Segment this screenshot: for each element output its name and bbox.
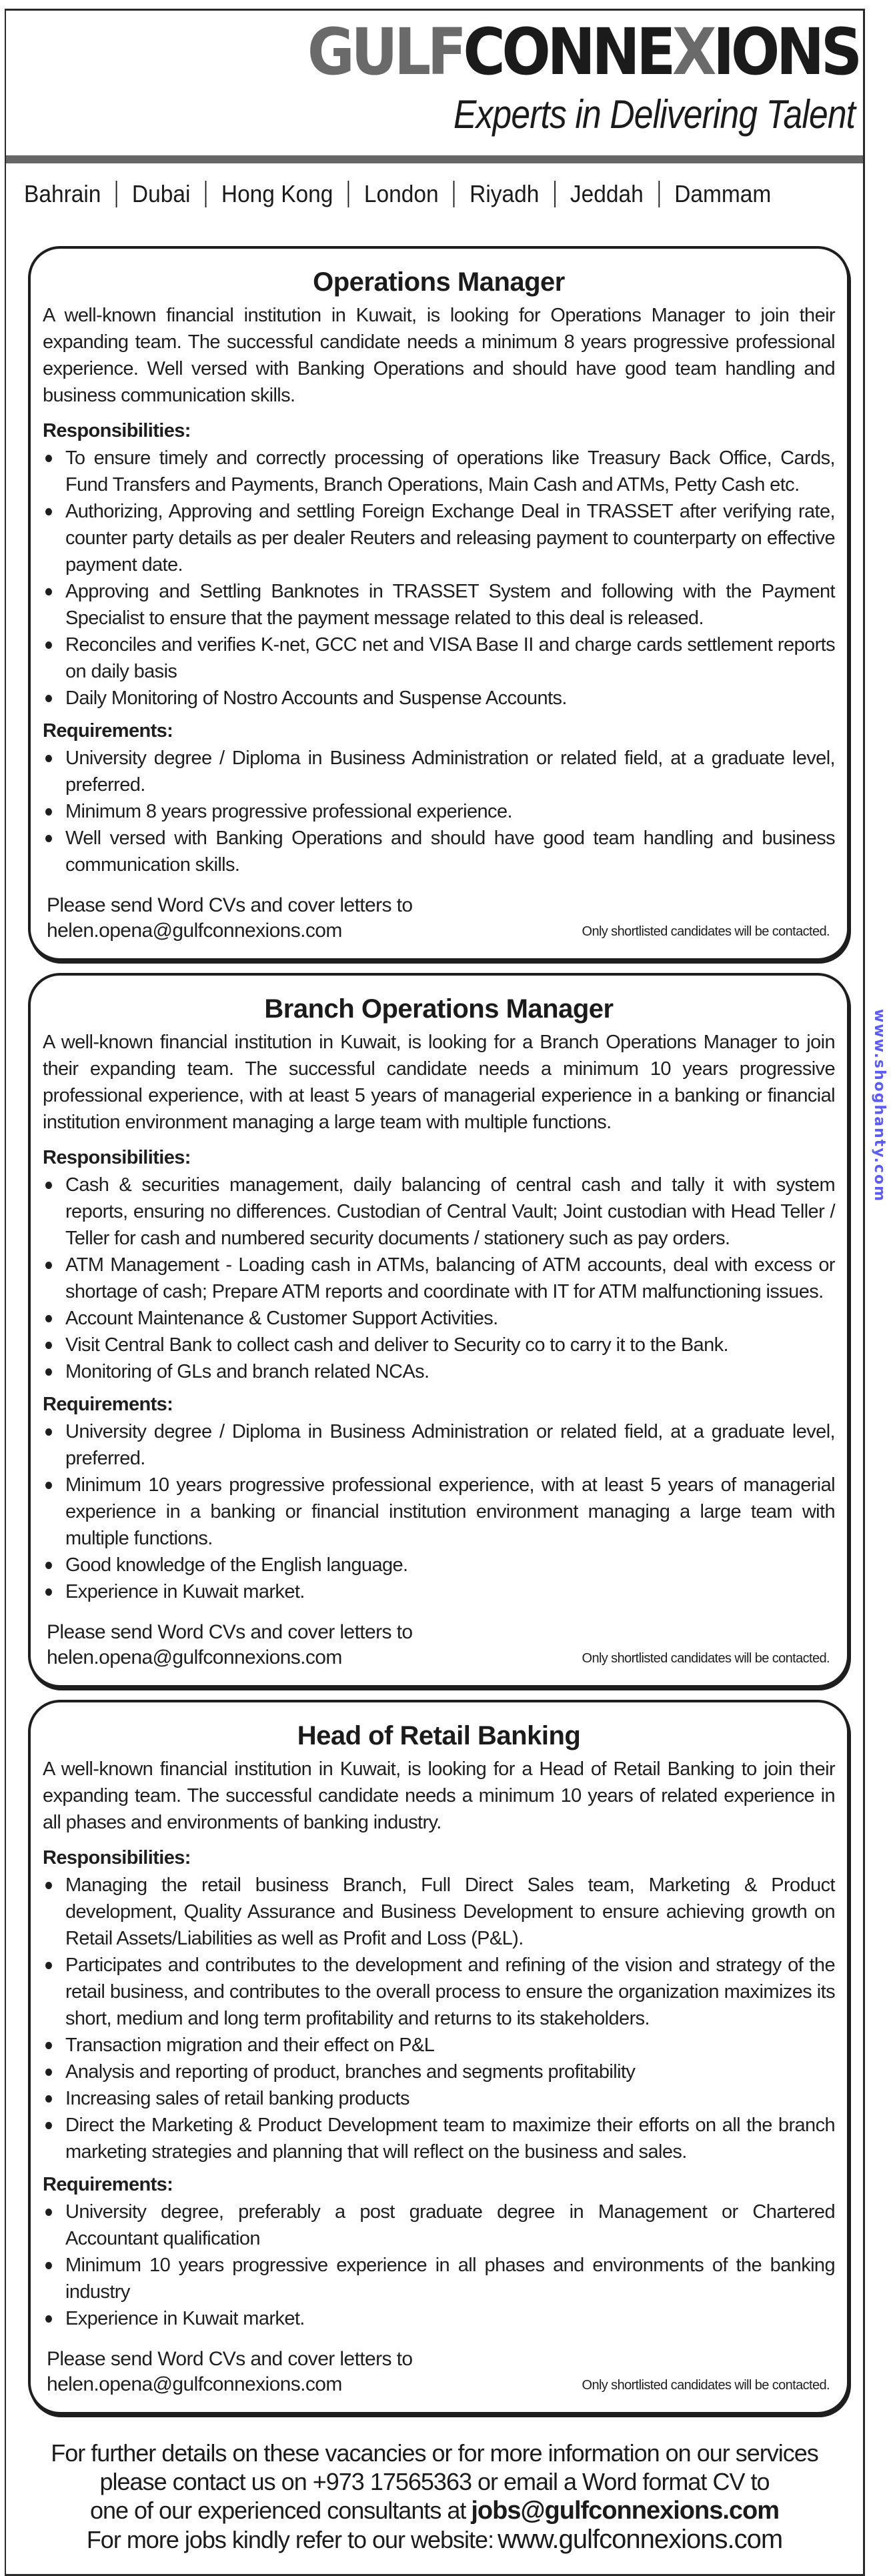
list-item: University degree / Diploma in Business Administration or related field, at a graduate level, preferred. xyxy=(43,745,835,798)
city-hong-kong: Hong Kong xyxy=(221,180,333,207)
logo-x: X xyxy=(672,15,714,89)
list-item: Visit Central Bank to collect cash and deliver to Security co to carry it to the Bank. xyxy=(43,1332,835,1358)
shortlist-note: Only shortlisted candidates will be contacted. xyxy=(582,1651,830,1666)
list-item: To ensure timely and correctly processing of operations like Treasury Back Office, Cards, Fund Transfers and Payments, Branch Operations, Main Cash and ATMs, Petty Cash etc. xyxy=(43,445,835,498)
apply-email-link[interactable]: helen.opena@gulfconnexions.com xyxy=(47,1646,342,1668)
job-title: Head of Retail Banking xyxy=(297,1721,581,1750)
city-separator xyxy=(658,181,660,207)
header xyxy=(6,11,863,155)
list-item: Participates and contributes to the development and refining of the vision and strategy of the retail business, and contributes to the overall process to ensure the organization maximizes its short, medium and long term profitability and returns to its stakeholders. xyxy=(43,1952,835,2032)
list-item: ATM Management - Loading cash in ATMs, balancing of ATM accounts, deal with excess or shortage of cash; Prepare ATM reports and coordinate with IT for ATM malfunctioning issues. xyxy=(43,1252,835,1305)
list-item: Increasing sales of retail banking products xyxy=(43,2085,835,2112)
responsibilities-heading: Responsibilities: xyxy=(43,420,191,441)
requirements-heading: Requirements: xyxy=(43,1394,173,1415)
job-intro: A well-known financial institution in Kuwait, is looking for Operations Manager to join their expanding team. The successful candidate needs a minimum 8 years progressive professional experience. Well versed with Banking Operations and should have good team handling and business communication skills. xyxy=(43,305,835,406)
city-separator xyxy=(554,181,556,207)
list-item: Experience in Kuwait market. xyxy=(43,1578,835,1605)
office-locations xyxy=(24,177,804,211)
apply-text: Please send Word CVs and cover letters to xyxy=(47,2348,413,2370)
city-separator xyxy=(348,181,349,207)
city-riyadh: Riyadh xyxy=(470,180,540,207)
tagline: Experts in Delivering Talent xyxy=(453,92,855,137)
jobs-email-link[interactable]: jobs@gulfconnexions.com xyxy=(471,2497,780,2525)
job-card-footer xyxy=(43,2347,835,2397)
city-separator xyxy=(205,181,207,207)
requirements-list xyxy=(43,745,835,878)
logo-gulf: GULF xyxy=(307,15,464,89)
job-card-branch-operations-manager xyxy=(28,973,850,1688)
list-item: Transaction migration and their effect on P&L xyxy=(43,2032,835,2059)
list-item: Cash & securities management, daily balancing of central cash and tally it with system reports, ensuring no differences. Custodian of Central Vault; Joint custodian with Head Teller / Teller for cash and numbered security documents / stationery such as pay orders. xyxy=(43,1172,835,1252)
apply-instructions xyxy=(47,893,412,944)
job-title: Branch Operations Manager xyxy=(264,994,614,1024)
city-jeddah: Jeddah xyxy=(570,180,644,207)
responsibilities-heading: Responsibilities: xyxy=(43,1147,191,1168)
city-separator xyxy=(116,181,117,207)
header-divider-bar xyxy=(6,155,863,163)
job-card-head-of-retail-banking xyxy=(28,1700,850,2415)
list-item: Account Maintenance & Customer Support Activities. xyxy=(43,1305,835,1332)
shortlist-note: Only shortlisted candidates will be contacted. xyxy=(582,2378,830,2393)
job-card-footer xyxy=(43,893,835,944)
apply-email-link[interactable]: helen.opena@gulfconnexions.com xyxy=(47,920,342,942)
watermark: www.shoghanty.com xyxy=(871,1009,888,1202)
responsibilities-heading: Responsibilities: xyxy=(43,1847,191,1868)
contact-footer xyxy=(6,2439,863,2554)
logo-conne: CONNE xyxy=(463,15,673,89)
responsibilities-list xyxy=(43,1872,835,2165)
list-item: Managing the retail business Branch, Full Direct Sales team, Marketing & Product development, Quality Assurance and Business Development to ensure achieving growth on Retail Assets/Liabilities as well as Profit and Loss (P&L). xyxy=(43,1872,835,1952)
website-link[interactable]: www.gulfconnexions.com xyxy=(498,2525,783,2554)
responsibilities-list xyxy=(43,1172,835,1385)
job-card-operations-manager xyxy=(28,246,850,961)
apply-text: Please send Word CVs and cover letters to xyxy=(47,1621,413,1643)
city-dammam: Dammam xyxy=(674,180,772,207)
footer-line-3 xyxy=(6,2496,863,2525)
job-listings xyxy=(6,211,863,2415)
job-card-footer xyxy=(43,1620,835,1670)
requirements-heading: Requirements: xyxy=(43,2174,173,2195)
responsibilities-list xyxy=(43,445,835,712)
list-item: Good knowledge of the English language. xyxy=(43,1552,835,1578)
list-item: Minimum 10 years progressive experience in all phases and environments of the banking industry xyxy=(43,2252,835,2305)
requirements-heading: Requirements: xyxy=(43,720,173,742)
job-intro: A well-known financial institution in Kuwait, is looking for a Branch Operations Manager to join their expanding team. The successful candidate needs a minimum 10 years progressive professional experience, with at least 5 years of managerial experience in a banking or financial institution environment managing a large team with multiple functions. xyxy=(43,1032,835,1133)
apply-text: Please send Word CVs and cover letters to xyxy=(47,894,413,916)
list-item: Approving and Settling Banknotes in TRASSET System and following with the Payment Specialist to ensure that the payment message related to this deal is released. xyxy=(43,578,835,631)
list-item: Minimum 8 years progressive professional experience. xyxy=(43,798,835,825)
list-item: University degree / Diploma in Business Administration or related field, at a graduate level, preferred. xyxy=(43,1418,835,1472)
page-frame xyxy=(5,9,865,2576)
apply-instructions xyxy=(47,1620,412,1670)
footer-line-4-text: For more jobs kindly refer to our website: xyxy=(86,2526,494,2553)
city-dubai: Dubai xyxy=(131,180,191,207)
requirements-list xyxy=(43,2199,835,2332)
list-item: Direct the Marketing & Product Development team to maximize their efforts on all the branch marketing strategies and planning that will reflect on the business and sales. xyxy=(43,2112,835,2165)
footer-line-3-text: one of our experienced consultants at xyxy=(89,2497,466,2524)
footer-line-2: please contact us on +973 17565363 or email a Word format CV to xyxy=(99,2468,770,2495)
apply-instructions xyxy=(47,2347,412,2397)
shortlist-note: Only shortlisted candidates will be contacted. xyxy=(582,924,830,939)
apply-email-link[interactable]: helen.opena@gulfconnexions.com xyxy=(47,2373,342,2395)
list-item: Monitoring of GLs and branch related NCAs. xyxy=(43,1358,835,1385)
job-intro: A well-known financial institution in Kuwait, is looking for a Head of Retail Banking to join their expanding team. The successful candidate needs a minimum 10 years of related experience in all phases and environments of banking industry. xyxy=(43,1758,835,1833)
list-item: Minimum 10 years progressive professional experience, with at least 5 years of managerial experience in a banking or financial institution environment managing a large team with multiple functions. xyxy=(43,1472,835,1552)
list-item: Well versed with Banking Operations and should have good team handling and business communication skills. xyxy=(43,825,835,878)
city-separator xyxy=(454,181,455,207)
list-item: Experience in Kuwait market. xyxy=(43,2305,835,2332)
footer-line-1: For further details on these vacancies or for more information on our services xyxy=(51,2439,818,2467)
logo-ions: IONS xyxy=(713,15,859,89)
list-item: Authorizing, Approving and settling Foreign Exchange Deal in TRASSET after verifying rate, counter party details as per dealer Reuters and releasing payment to counterparty on effective payment date. xyxy=(43,498,835,578)
list-item: Daily Monitoring of Nostro Accounts and Suspense Accounts. xyxy=(43,685,835,712)
city-london: London xyxy=(363,180,439,207)
list-item: Reconciles and verifies K-net, GCC net and VISA Base II and charge cards settlement reports on daily basis xyxy=(43,631,835,685)
requirements-list xyxy=(43,1418,835,1605)
company-logo xyxy=(307,15,859,89)
city-bahrain: Bahrain xyxy=(24,180,101,207)
list-item: University degree, preferably a post graduate degree in Management or Chartered Accountant qualification xyxy=(43,2199,835,2252)
list-item: Analysis and reporting of product, branches and segments profitability xyxy=(43,2059,835,2085)
job-title: Operations Manager xyxy=(313,267,565,297)
footer-line-4 xyxy=(6,2525,863,2554)
